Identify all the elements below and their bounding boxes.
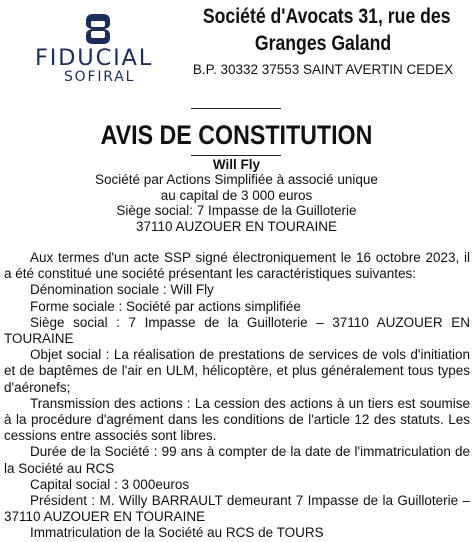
share-transfer-paragraph: Transmission des actions : La cession des actions à un tiers est soumise à la procédure d'agrément dans les conditions de l'article 12 des statuts. Les cessions entre associés sont libres. <box>4 395 470 444</box>
company-capital: au capital de 3 000 euros <box>160 187 313 203</box>
corporate-purpose-paragraph: Objet social : La réalisation de prestations de services de vols d'initiation et de baptêmes de l'air en ULM, hélicoptère, et plus généralement tous types d'aéronefs; <box>4 347 470 395</box>
divider <box>191 108 281 109</box>
firm-address: B.P. 30332 37553 SAINT AVERTIN CEDEX <box>192 62 454 77</box>
firm-name-line2: Granges Galand <box>254 32 392 55</box>
intro-paragraph: Aux termes d'un acte SSP signé électroniquement le 16 octobre 2023, il a été constitué une société présentant les caractéristiques suivantes: <box>4 250 470 282</box>
registered-office-line: Siège social : 7 Impasse de la Guilloterie – 37110 AUZOUER EN TOURAINE <box>4 314 470 347</box>
company-name: Will Fly <box>212 157 261 172</box>
company-city: 37110 AUZOUER EN TOURAINE <box>135 218 338 234</box>
fiducial-logo-mark-icon <box>83 12 113 46</box>
firm-block <box>180 3 466 79</box>
denomination-line: Dénomination sociale : Will Fly <box>30 282 214 298</box>
company-type: Société par Actions Simplifiée à associé unique <box>95 172 378 188</box>
header <box>0 0 473 88</box>
company-seat: Siège social: 7 Impasse de la Guilloterie <box>116 203 357 219</box>
duration-paragraph: Durée de la Société : 99 ans à compter de la date de l'immatriculation de la Société au RCS <box>4 444 470 476</box>
legal-form-line: Forme sociale : Société par actions simplifiée <box>30 298 301 314</box>
notice-title: AVIS DE CONSTITUTION <box>100 120 373 150</box>
logo-subtitle: SOFIRAL <box>64 69 136 85</box>
share-capital-line: Capital social : 3 000euros <box>30 476 190 492</box>
notice-body <box>4 250 470 542</box>
president-paragraph: Président : M. Willy BARRAULT demeurant 7 Impasse de la Guilloterie – 37110 AUZOUER EN TOURAINE <box>4 493 470 525</box>
firm-name-line1: Société d'Avocats 31, rue des <box>202 5 451 28</box>
title-underline <box>191 155 281 156</box>
company-summary <box>0 157 473 234</box>
fiducial-logo <box>28 12 168 84</box>
registration-line: Immatriculation de la Société au RCS de TOURS <box>30 525 324 541</box>
logo-name: FIDUCIAL <box>35 45 154 71</box>
